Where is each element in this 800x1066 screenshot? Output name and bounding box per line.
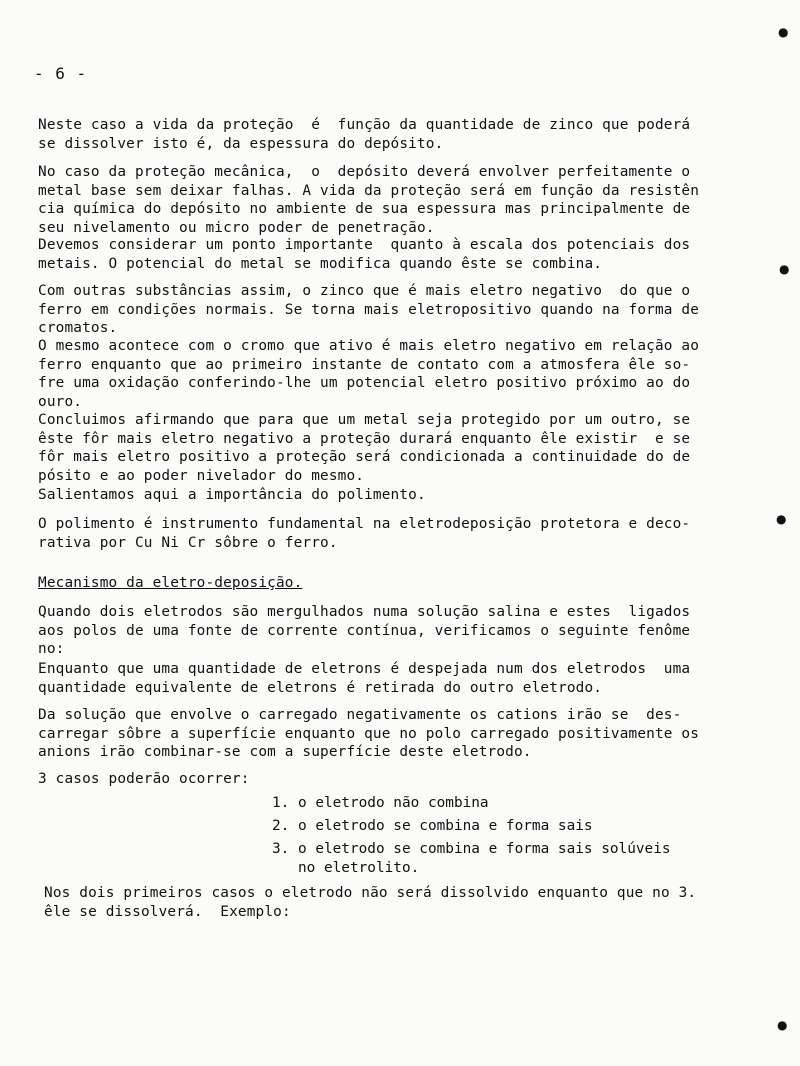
page-number: - 6 - — [34, 64, 88, 83]
paragraph-other-substances: Com outras substâncias assim, o zinco que é mais eletro negativo do que o ferro em condições normais. Se torna mais eletropositivo quando na forma de cromatos. — [38, 283, 700, 336]
paragraph-potential-scale: Devemos considerar um ponto importante quanto à escala dos potenciais dos metais. O potencial do metal se modifica quando êste se combina. — [38, 237, 691, 272]
list-item-case-1: 1. o eletrodo não combina — [272, 795, 489, 811]
scan-mark: ● — [777, 1018, 788, 1032]
paragraph-three-cases: 3 casos poderão ocorrer: — [38, 771, 250, 787]
section-heading: Mecanismo da eletro-deposição. — [38, 575, 303, 591]
list-item-case-3: 3. o eletrodo se combina e forma sais solúveis no eletrolito. — [272, 841, 671, 876]
scan-mark: ● — [776, 512, 787, 526]
paragraph-conclusion: Concluimos afirmando que para que um metal seja protegido por um outro, se êste fôr mais eletro negativo a proteção durará enquanto êle existir e se fôr mais eletro positivo a proteção será condicionada a continuidade do de pósito e ao poder nivelador do mesmo. — [38, 412, 691, 484]
paragraph-electrodes: Quando dois eletrodos são mergulhados numa solução salina e estes ligados aos polos de uma fonte de corrente contínua, verificamos o seguinte fenôme no: — [38, 604, 691, 657]
paragraph-zinc-protection: Neste caso a vida da proteção é função da quantidade de zinco que poderá se dissolver isto é, da espessura do depósito. — [38, 117, 691, 152]
paragraph-mechanical-protection: No caso da proteção mecânica, o depósito deverá envolver perfeitamente o metal base sem deixar falhas. A vida da proteção será em função da resistên cia química do depósito no ambiente de sua espessura mas principalmente de seu nivelamento ou micro poder de penetração. — [38, 164, 700, 236]
scan-mark: ● — [779, 262, 790, 276]
paragraph-polishing-importance: Salientamos aqui a importância do polimento. — [38, 487, 426, 503]
paragraph-cations-anions: Da solução que envolve o carregado negativamente os cations irão se des- carregar sôbre a superfície enquanto que no polo carregado positivamente os anions irão combinar-se com a superfície deste eletrodo. — [38, 707, 700, 760]
paragraph-chromium: O mesmo acontece com o cromo que ativo é mais eletro negativo em relação ao ferro enquanto que ao primeiro instante de contato com a atmosfera êle so- fre uma oxidação conferindo-lhe um potencial eletro positivo próximo ao do ouro. — [38, 338, 700, 410]
list-item-case-2: 2. o eletrodo se combina e forma sais — [272, 818, 593, 834]
paragraph-electron-quantity: Enquanto que uma quantidade de eletrons é despejada num dos eletrodos uma quantidade equivalente de eletrons é retirada do outro eletrodo. — [38, 661, 691, 696]
paragraph-polishing-tool: O polimento é instrumento fundamental na eletrodeposição protetora e deco- rativa por Cu Ni Cr sôbre o ferro. — [38, 516, 691, 551]
scan-mark: ● — [778, 25, 789, 39]
paragraph-example: Nos dois primeiros casos o eletrodo não será dissolvido enquanto que no 3. êle se dissolverá. Exemplo: — [44, 885, 697, 920]
